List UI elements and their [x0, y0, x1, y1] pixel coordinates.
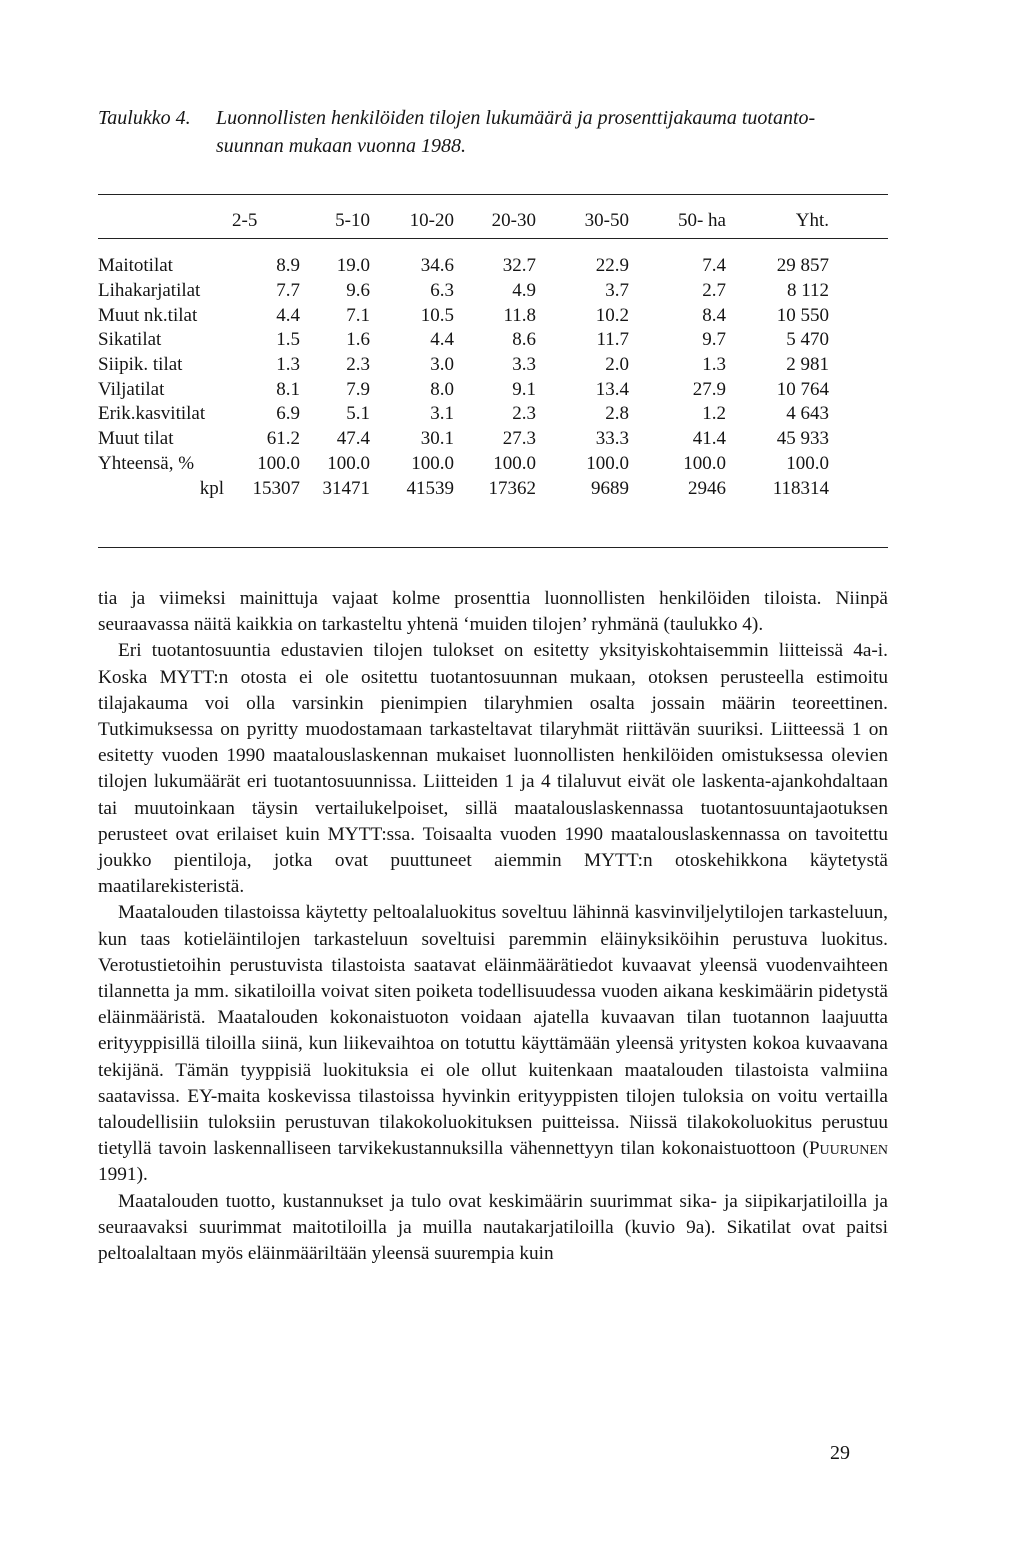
table-cell: 41.4	[692, 428, 726, 450]
table-cell: 2 981	[786, 354, 829, 376]
table-cell: 4.4	[430, 329, 454, 351]
table-cell: 9689	[591, 477, 629, 499]
table-cell: 32.7	[502, 255, 536, 277]
row-label: Sikatilat	[98, 329, 162, 351]
table-cell: 11.7	[596, 329, 629, 351]
table-cell: 1.5	[276, 329, 300, 351]
table-cell: 10.5	[420, 304, 454, 326]
table-cell: 11.8	[503, 304, 536, 326]
table-cell: 45 933	[776, 428, 829, 450]
paragraph	[98, 900, 888, 1188]
paragraph: Eri tuotantosuuntia edustavien tilojen tulokset on esitetty yksityiskohtaisemmin liitteissä 4a-i. Koska MYTT:n otosta ei ole ositettu tuotantosuunnan mukaan, otoksen perusteella estimoitu tilajakauma voi olla varsinkin pienimpien tilaryhmien osalta jossain määrin teoreettinen. Tutkimuksessa on pyritty muodostamaan tarkasteltavat tilaryhmät riittävän suuriksi. Liitteessä 1 on esitetty vuoden 1990 maatalouslaskennan mukaiset luonnollisten henkilöiden omistuksessa olevien tilojen lukumäärät eri tuotantosuunnissa. Liitteiden 1 ja 4 tilaluvut eivät ole laskenta-ajankohdaltaan tai muutoinkaan täysin vertailukelpoiset, sillä maatalouslaskennassa tuotantosuuntajaotuksen perusteet ovat erilaiset kuin MYTT:ssa. Toisaalta vuoden 1990 maatalouslaskennassa on tavoitettu joukko pientiloja, jotka ovat puuttuneet aiemmin MYTT:n otoskehikkona käytetystä maatilarekisteristä.	[98, 640, 888, 898]
table-cell: 13.4	[595, 378, 629, 400]
caption-line-2: suunnan mukaan vuonna 1988.	[216, 135, 466, 157]
column-header: Yht.	[795, 210, 829, 231]
table-cell: 27.3	[502, 428, 536, 450]
caption-line-1: Luonnollisten henkilöiden tilojen lukumäärä ja prosenttijakauma tuotanto-	[216, 107, 816, 129]
row-label: Lihakarjatilat	[98, 280, 201, 302]
table-cell: 34.6	[420, 255, 454, 277]
table-row	[98, 303, 888, 328]
table-header-row	[98, 206, 888, 236]
row-label: Muut nk.tilat	[98, 304, 198, 326]
table-cell: 4 643	[786, 403, 829, 425]
paragraph: tia ja viimeksi mainittuja vajaat kolme prosenttia luonnollisten henkilöiden tiloista. Niinpä seuraavassa näitä kaikkia on tarkasteltu yhtenä ‘muiden tilojen’ ryhmänä (taulukko 4).	[98, 588, 888, 636]
table-cell: 8.4	[702, 304, 726, 326]
row-label: Muut tilat	[98, 428, 174, 450]
table-cell: 2.8	[605, 403, 629, 425]
table-cell: 100.0	[327, 452, 370, 474]
table-cell: 118314	[772, 477, 829, 499]
table-cell: 1.6	[346, 329, 370, 351]
table-cell: 10 764	[776, 378, 829, 400]
table-cell: 8.0	[430, 378, 454, 400]
table-cell: 6.3	[430, 280, 454, 302]
table-cell: 10 550	[776, 304, 829, 326]
caption-label: Taulukko 4.	[98, 107, 191, 129]
table-cell: 8 112	[786, 280, 829, 302]
table-cell: 5 470	[786, 329, 829, 351]
table-cell: 8.6	[512, 329, 536, 351]
table-cell: 9.6	[346, 280, 370, 302]
farm-distribution-table	[98, 206, 888, 501]
page-number: 29	[830, 1442, 850, 1464]
table-cell: 3.3	[512, 354, 536, 376]
table-row	[98, 279, 888, 304]
table-cell: 6.9	[276, 403, 300, 425]
row-label: kpl	[199, 477, 224, 499]
table-cell: 2946	[688, 477, 726, 499]
table-cell: 61.2	[266, 428, 300, 450]
table-cell: 22.9	[595, 255, 629, 277]
table-row	[98, 328, 888, 353]
table-cell: 19.0	[336, 255, 370, 277]
table-top-rule	[98, 194, 888, 195]
row-label: Maitotilat	[98, 255, 173, 277]
citation-author: Puurunen	[808, 1138, 888, 1160]
table-cell: 9.7	[702, 329, 726, 351]
table-cell: 100.0	[786, 452, 829, 474]
table-cell: 100.0	[257, 452, 300, 474]
table-cell: 1.3	[702, 354, 726, 376]
column-header: 20-30	[491, 210, 536, 231]
table-row	[98, 452, 888, 477]
table-cell: 15307	[252, 477, 300, 499]
table-caption	[98, 104, 898, 160]
table-cell: 100.0	[586, 452, 629, 474]
table-cell: 33.3	[595, 428, 629, 450]
table-bottom-rule	[98, 547, 888, 548]
table-cell: 47.4	[336, 428, 370, 450]
table-row	[98, 254, 888, 279]
body-text	[98, 586, 888, 1267]
table-cell: 29 857	[776, 255, 829, 277]
table-cell: 31471	[322, 477, 370, 499]
table-cell: 2.0	[605, 354, 629, 376]
table-cell: 7.4	[702, 255, 726, 277]
table-cell: 100.0	[411, 452, 454, 474]
table-cell: 5.1	[346, 403, 370, 425]
table-cell: 100.0	[683, 452, 726, 474]
table-cell: 3.0	[430, 354, 454, 376]
paragraph-text: 1991).	[98, 1164, 148, 1186]
row-label: Viljatilat	[98, 378, 165, 400]
column-header: 10-20	[409, 210, 454, 231]
row-label: Erik.kasvitilat	[98, 403, 206, 425]
table-cell: 10.2	[595, 304, 629, 326]
column-header: 5-10	[335, 210, 370, 231]
table-cell: 17362	[488, 477, 536, 499]
column-header: 50- ha	[677, 210, 726, 231]
table-cell: 8.9	[276, 255, 300, 277]
paragraph-text: Maatalouden tilastoissa käytetty peltoalaluokitus soveltuu lähinnä kasvinviljelytilojen tarkasteluun, kun taas kotieläintilojen tarkasteluun soveltuisi paremmin eläinyksiköihin perustuva luokitus. Verotustietoihin perustuvista tilastoista saatavat eläinmäärätiedot kuvaavat yleensä vuodenvaihteen tilannetta ja mm. sikatiloilla voivat siten poiketa todellisuudessa vuoden aikana keskimäärin pidetystä eläinmääristä. Maatalouden kokonaistuoton voidaan ajatella kuvaavan tilan tuotannon laajuutta erityyppisillä tiloilla siinä, kun liikevaihtoa on totuttu käyttämään yleensä yritysten kokoa kuvaavana tekijänä. Tämän tyyppisiä luokituksia ei ole ollut kuitenkaan maatalouden tilastoista valmiina saatavissa. EY-maita koskevissa tilastoissa hyvinkin erityyppisten tilojen tuloksia on voitu vertailla taloudellisiin tuloksiin perustuvan tilakokoluokituksen puitteissa. Niissä tilakokoluokitus perustuu tietyllä tavoin laskennalliseen tarvikekustannuksilla vähennettyyn tilan kokonaistuottoon (	[98, 902, 888, 1160]
table-cell: 1.2	[702, 403, 726, 425]
row-label: Siipik. tilat	[98, 354, 183, 376]
table-cell: 30.1	[420, 428, 454, 450]
table-cell: 27.9	[692, 378, 726, 400]
table-cell: 9.1	[512, 378, 536, 400]
table-cell: 4.4	[276, 304, 300, 326]
table-row	[98, 402, 888, 427]
table-cell: 7.7	[276, 280, 300, 302]
table-cell: 3.1	[430, 403, 454, 425]
table-cell: 2.3	[512, 403, 536, 425]
table-row	[98, 427, 888, 452]
paragraph: Maatalouden tuotto, kustannukset ja tulo ovat keskimäärin suurimmat sika- ja siipikarjatiloilla ja seuraavaksi suurimmat maitotiloilla ja muilla nautakarjatiloilla (kuvio 9a). Sikatilat ovat paitsi peltoalaltaan myös eläinmääriltään yleensä suurempia kuin	[98, 1190, 888, 1265]
table-cell: 8.1	[276, 378, 300, 400]
table-row	[98, 476, 888, 501]
table-cell: 3.7	[605, 280, 629, 302]
table-cell: 2.7	[702, 280, 726, 302]
table-cell: 2.3	[346, 354, 370, 376]
table-cell: 7.1	[346, 304, 370, 326]
table-cell: 4.9	[512, 280, 536, 302]
table-cell: 100.0	[493, 452, 536, 474]
column-header: 30-50	[584, 210, 629, 231]
row-label: Yhteensä, %	[98, 452, 195, 474]
column-header: 2-5	[232, 210, 258, 231]
table-cell: 1.3	[276, 354, 300, 376]
table-cell: 41539	[406, 477, 454, 499]
table-cell: 7.9	[346, 378, 370, 400]
table-row	[98, 353, 888, 378]
table-row	[98, 377, 888, 402]
